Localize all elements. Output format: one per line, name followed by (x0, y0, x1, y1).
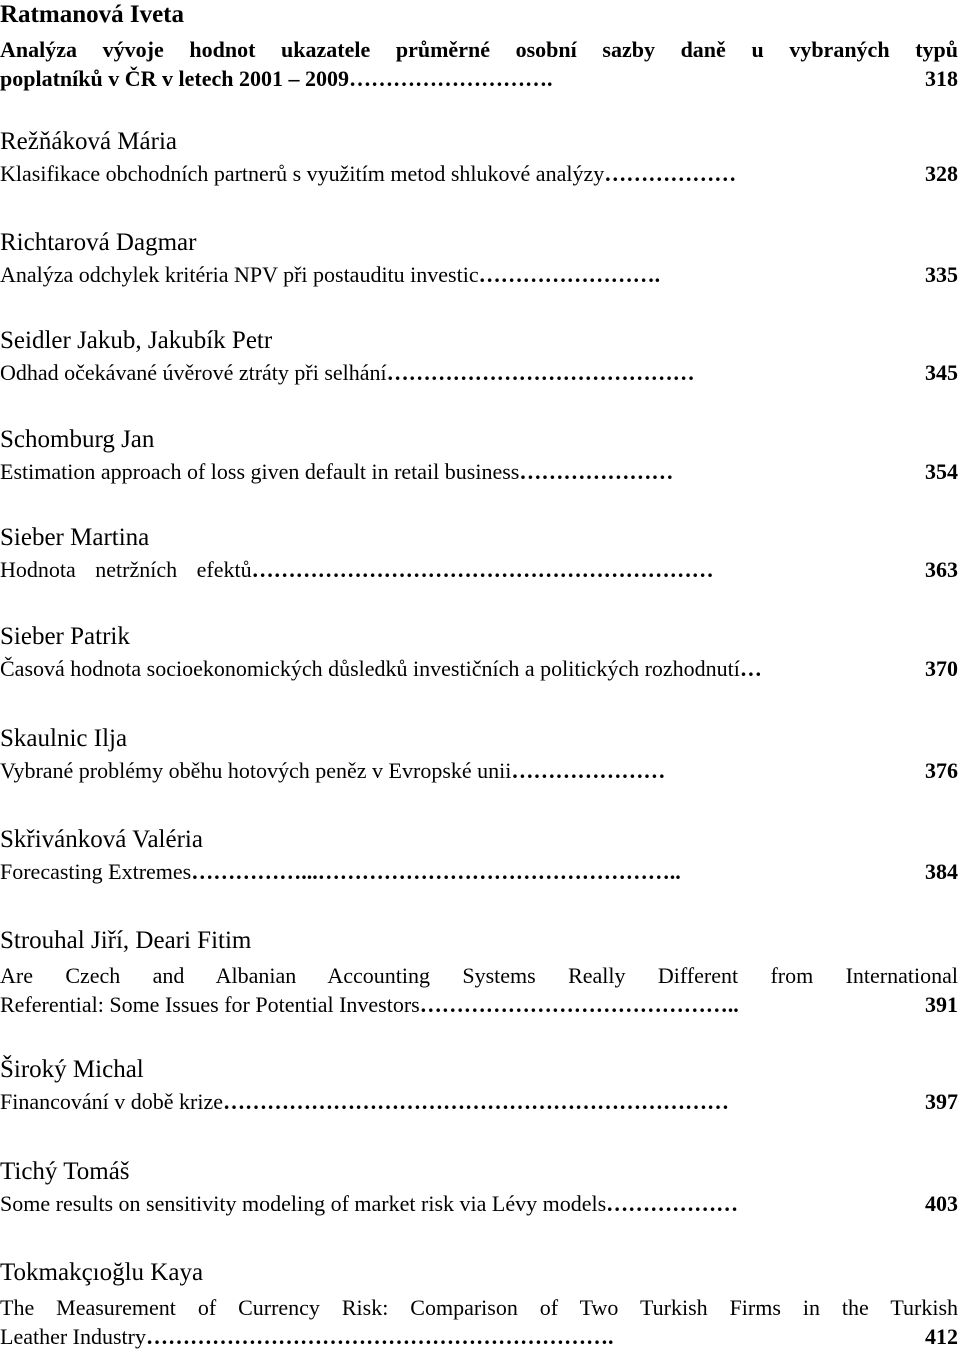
entry-title-last-line (0, 1322, 958, 1351)
dot-leader: … (739, 656, 762, 681)
author-name: Režňáková Mária (0, 128, 178, 155)
dot-leader: ………………… (511, 758, 666, 783)
entry-title: Odhad očekávané úvěrové ztráty při selhání (0, 360, 387, 385)
page-number: 397 (925, 1089, 958, 1114)
toc-entry (0, 425, 958, 486)
toc-entry (0, 127, 958, 188)
dot-leader: …………………………………… (386, 360, 695, 385)
entry-title-line (0, 555, 958, 584)
entry-title: Forecasting Extremes (0, 859, 192, 884)
dot-leader: …………………………………………………………… (223, 1089, 729, 1114)
toc-entry (0, 228, 958, 289)
entry-title: Časová hodnota socioekonomických důsledků investičních a politických rozhodnutí (0, 656, 740, 681)
page-number: 376 (925, 758, 958, 783)
entry-title: Financování v době krize (0, 1089, 223, 1114)
entry-title-line (0, 358, 958, 387)
entry-title-last-line (0, 64, 958, 93)
entry-title-line (0, 159, 958, 188)
entry-title-line (0, 1189, 958, 1218)
author-name: Tokmakçıoğlu Kaya (0, 1259, 204, 1286)
entry-title-line (0, 857, 958, 886)
toc-entry (0, 0, 958, 93)
dot-leader: ………………………………………………………. (146, 1324, 614, 1349)
dot-leader: ……………………. (478, 262, 661, 287)
author-name: Seidler Jakub, Jakubík Petr (0, 327, 273, 354)
page-number: 403 (925, 1191, 958, 1216)
entry-title-line (0, 654, 958, 683)
page-number: 391 (925, 992, 958, 1017)
author-name: Široký Michal (0, 1056, 144, 1083)
entry-title: Hodnota netržních efektů (0, 557, 252, 582)
author-name: Schomburg Jan (0, 426, 155, 453)
author-name: Sieber Patrik (0, 623, 130, 650)
toc-entry (0, 825, 958, 886)
page-number: 412 (925, 1324, 958, 1349)
page-number: 354 (925, 459, 958, 484)
entry-title: Leather Industry (0, 1324, 146, 1349)
author-name: Strouhal Jiří, Deari Fitim (0, 927, 252, 954)
toc-entry (0, 622, 958, 683)
author-name: Sieber Martina (0, 524, 150, 551)
dot-leader: ……………...………………………………………….. (191, 859, 681, 884)
page-number: 345 (925, 360, 958, 385)
toc-entry (0, 926, 958, 1019)
dot-leader: ……………… (606, 1191, 739, 1216)
entry-title: Some results on sensitivity modeling of market risk via Lévy models (0, 1191, 607, 1216)
toc-entry (0, 1157, 958, 1218)
entry-title-line (0, 756, 958, 785)
entry-title: Klasifikace obchodních partnerů s využitím metod shlukové analýzy (0, 161, 605, 186)
dot-leader: ………………… (519, 459, 674, 484)
dot-leader: ………………………. (348, 66, 553, 91)
entry-title: poplatníků v ČR v letech 2001 – 2009 (0, 66, 349, 91)
entry-title: Analýza vývoje hodnot ukazatele průměrné osobní sazby daně u vybraných typů (0, 37, 958, 62)
page-number: 363 (925, 557, 958, 582)
toc-entry (0, 1055, 958, 1116)
dot-leader: ……………… (604, 161, 737, 186)
toc-entry (0, 523, 958, 584)
entry-title: Referential: Some Issues for Potential Investors (0, 992, 420, 1017)
page-number: 384 (925, 859, 958, 884)
author-name: Tichý Tomáš (0, 1158, 130, 1185)
page-number: 335 (925, 262, 958, 287)
dot-leader: …………………………………….. (419, 992, 739, 1017)
toc-entry (0, 724, 958, 785)
entry-title-line (0, 1087, 958, 1116)
entry-title-line (0, 260, 958, 289)
toc-entry (0, 1258, 958, 1351)
page-number: 318 (925, 66, 958, 91)
author-name: Ratmanová Iveta (0, 1, 185, 28)
entry-title: Vybrané problémy oběhu hotových peněz v Evropské unii (0, 758, 512, 783)
author-name: Skřivánková Valéria (0, 826, 203, 853)
entry-title-last-line (0, 990, 958, 1019)
author-name: Richtarová Dagmar (0, 229, 197, 256)
author-name: Skaulnic Ilja (0, 725, 128, 752)
entry-title: Are Czech and Albanian Accounting Systems Really Different from International (0, 963, 958, 988)
entry-title: Estimation approach of loss given default in retail business (0, 459, 520, 484)
toc-entry (0, 326, 958, 387)
page-number: 370 (925, 656, 958, 681)
entry-title: The Measurement of Currency Risk: Comparison of Two Turkish Firms in the Turkish (0, 1295, 958, 1320)
entry-title: Analýza odchylek kritéria NPV při postauditu investic (0, 262, 479, 287)
dot-leader: ……………………………………………………… (251, 557, 714, 582)
entry-title-line (0, 457, 958, 486)
page-number: 328 (925, 161, 958, 186)
